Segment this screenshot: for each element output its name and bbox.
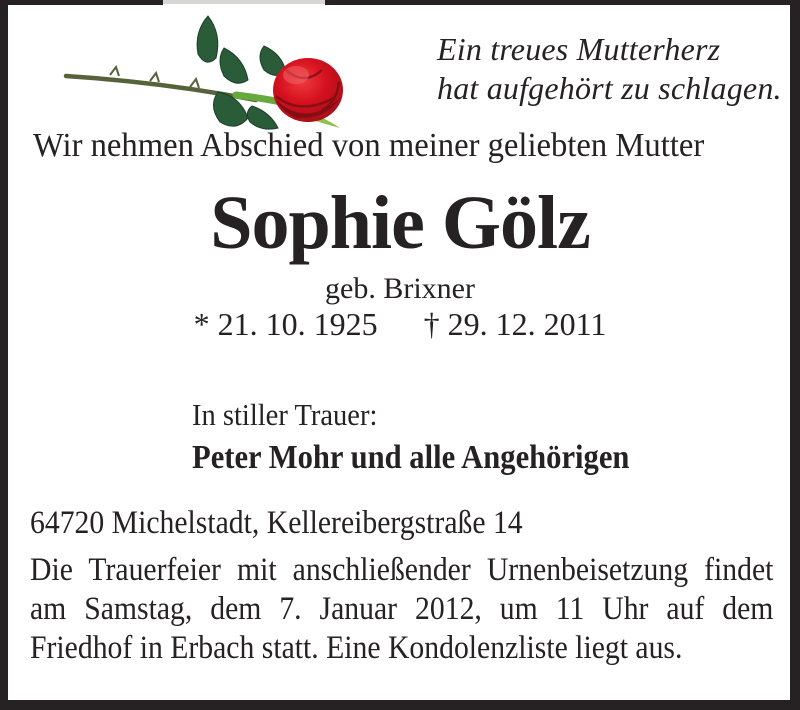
frame-top-right-segment: [325, 0, 800, 5]
epigraph-line-1: Ein treues Mutterherz: [437, 31, 721, 67]
epigraph: [437, 30, 782, 108]
mourners-names: Peter Mohr und alle Angehörigen: [192, 439, 630, 476]
epigraph-line-2: hat aufgehört zu schlagen.: [437, 70, 782, 106]
rose-bloom: [273, 58, 343, 122]
frame-bottom-border: [0, 700, 800, 710]
death-date: † 29. 12. 2011: [423, 306, 607, 342]
mourning-block: [192, 397, 678, 477]
frame-right-border: [790, 0, 800, 710]
maiden-name: geb. Brixner: [325, 272, 475, 305]
funeral-details: Die Trauerfeier mit anschließender Urnenbeisetzung findet am Samstag, dem 7. Januar 2012, um 11 Uhr auf dem Friedhof in Erbach statt. Eine Kondolenzliste liegt aus.: [30, 552, 774, 666]
rose-leaf: [197, 16, 218, 62]
rose-leaf: [247, 106, 278, 129]
mourning-label: In stiller Trauer:: [192, 397, 378, 432]
red-rose-image: [38, 4, 363, 132]
intro-line: Wir nehmen Abschied von meiner geliebten Mutter: [33, 127, 705, 164]
address-line: 64720 Michelstadt, Kellereibergstraße 14: [30, 505, 523, 541]
frame-left-border: [0, 0, 8, 710]
life-dates: [0, 306, 800, 343]
rose-highlight: [283, 66, 309, 84]
rose-leaf: [220, 48, 248, 83]
birth-date: * 21. 10. 1925: [193, 306, 378, 342]
deceased-name: Sophie Gölz: [210, 181, 590, 265]
